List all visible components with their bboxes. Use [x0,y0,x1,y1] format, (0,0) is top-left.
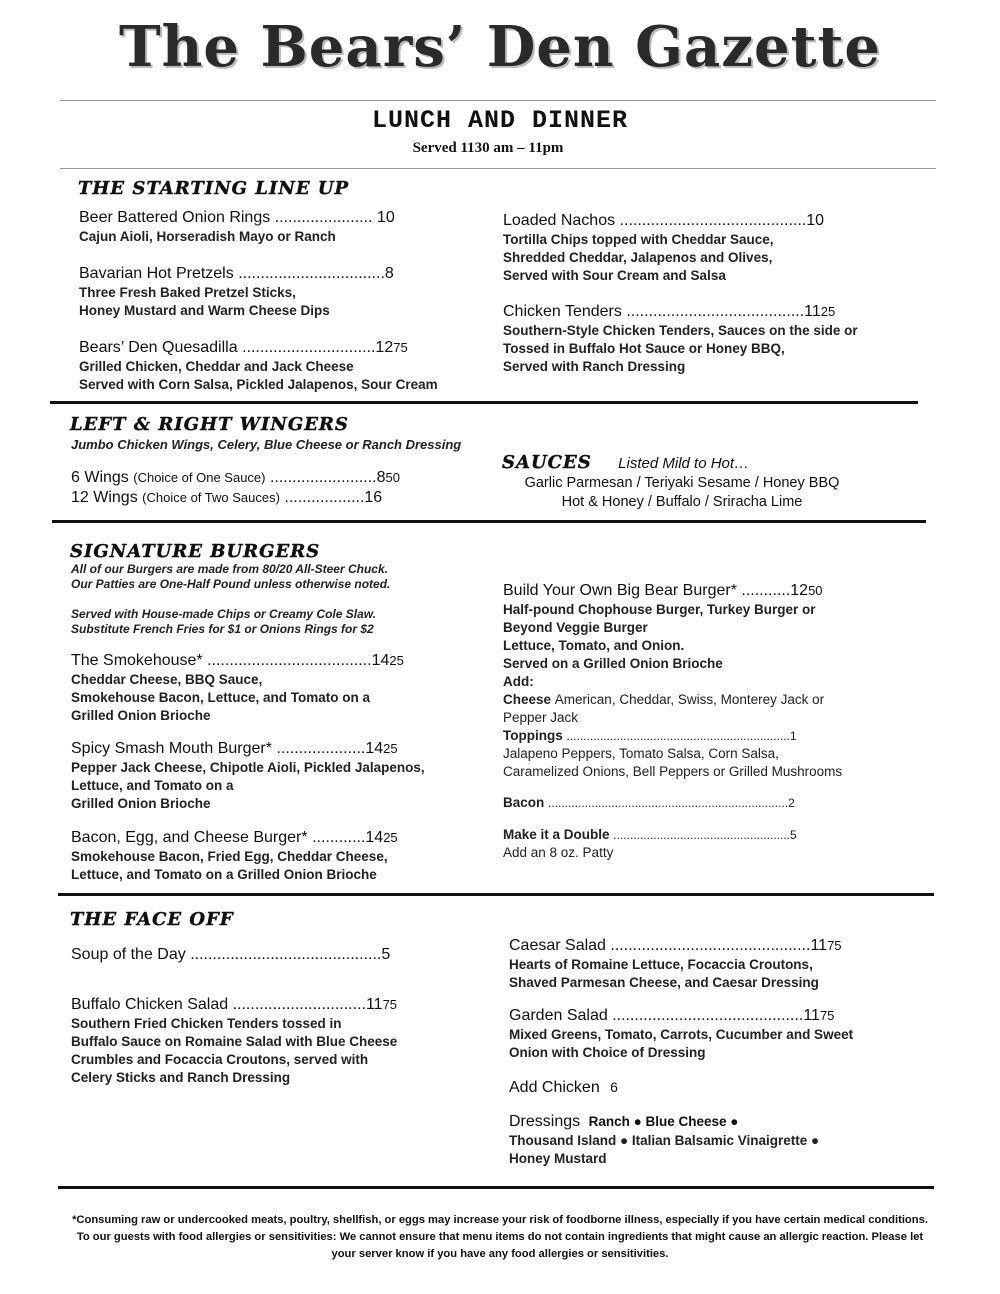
item-price-cents: 25 [383,830,398,845]
add-label: Add: [503,674,534,689]
page-heading: LUNCH AND DINNER [371,106,629,135]
item-desc: Shredded Cheddar, Jalapenos and Olives, [503,250,773,265]
cheese-options: American, Cheddar, Swiss, Monterey Jack or [554,692,825,707]
item-desc: Southern Fried Chicken Tenders tossed in [71,1016,342,1031]
allergy-disclaimer [40,1212,960,1263]
item-price: ........................8 [269,469,386,486]
menu-item-smokehouse [71,651,404,725]
item-price: ..................16 [284,489,383,506]
item-name: 12 Wings [71,489,138,506]
menu-item-dressings [509,1112,819,1168]
sauces-line: Garlic Parmesan / Teriyaki Sesame / Honey BBQ [524,475,840,491]
item-choice: (Choice of One Sauce) [133,470,266,485]
item-name: The Smokehouse* [71,652,203,669]
item-name: Build Your Own Big Bear Burger* [503,582,737,599]
burgers-note: All of our Burgers are made from 80/20 All-Steer Chuck. [71,562,388,576]
toppings-options: Caramelized Onions, Bell Peppers or Grilled Mushrooms [503,764,843,779]
item-desc: Celery Sticks and Ranch Dressing [71,1070,291,1085]
cheese-label: Cheese [503,692,552,707]
burgers-notes [71,562,390,637]
item-desc: Grilled Onion Brioche [71,796,211,811]
section-title-burgers: SIGNATURE BURGERS [70,541,321,562]
item-name: Spicy Smash Mouth Burger* [71,740,272,757]
toppings-price: ...................................................................1 [566,729,797,743]
item-desc: Buffalo Sauce on Romaine Salad with Blue Cheese [71,1034,398,1049]
bacon-label: Bacon [503,795,545,810]
item-desc: Southern-Style Chicken Tenders, Sauces on the side or [503,323,858,338]
item-desc: Smokehouse Bacon, Fried Egg, Cheddar Cheese, [71,849,388,864]
item-desc: Lettuce, and Tomato on a Grilled Onion Brioche [71,867,377,882]
menu-item-soup [71,945,390,965]
item-price: ...................... 10 [274,209,395,226]
item-name: Beer Battered Onion Rings [79,209,271,226]
menu-item-add-chicken [509,1077,618,1098]
menu-item-caesar [509,936,842,992]
toppings-options: Jalapeno Peppers, Tomato Salsa, Corn Salsa, [503,746,779,761]
item-price: .................................8 [238,265,394,282]
section-title-face-off: THE FACE OFF [70,909,234,930]
item-desc: Lettuce, Tomato, and Onion. [503,638,685,653]
item-price: .....................................14 [207,652,390,669]
item-price-cents: 50 [808,583,823,598]
section-divider [52,520,926,523]
item-name: Bacon, Egg, and Cheese Burger* [71,829,308,846]
item-name: 6 Wings [71,469,129,486]
item-name: Chicken Tenders [503,303,622,320]
item-price-cents: 75 [819,1008,835,1023]
dressing-options: Ranch ● Blue Cheese ● [588,1114,739,1129]
item-desc: Served with Corn Salsa, Pickled Jalapenos, Sour Cream [79,377,438,392]
section-divider [58,893,934,896]
item-price-cents: 75 [393,340,408,355]
sauces-list [500,474,864,512]
section-title-sauces: SAUCES [502,452,592,473]
menu-item-garden [509,1006,853,1062]
item-name: Bears’ Den Quesadilla [79,339,238,356]
item-desc: Served with Ranch Dressing [503,359,686,374]
byo-double [503,826,797,862]
wingers-note: Jumbo Chicken Wings, Celery, Blue Cheese or Ranch Dressing [71,437,462,452]
item-desc: Cheddar Cheese, BBQ Sauce, [71,672,263,687]
toppings-label: Toppings [503,728,563,743]
menu-item-smash [71,739,425,813]
served-hours: Served 1130 am – 11pm [412,140,564,156]
item-desc: Cajun Aioli, Horseradish Mayo or Ranch [79,229,336,244]
item-desc: Hearts of Romaine Lettuce, Focaccia Croutons, [509,957,813,972]
item-price: ..............................11 [232,996,383,1013]
item-desc: Tortilla Chips topped with Cheddar Sauce, [503,232,774,247]
item-price: ...........................................11 [612,1007,820,1024]
item-desc: Beyond Veggie Burger [503,620,648,635]
item-price: ..............................12 [242,339,394,356]
hours-divider [60,168,936,169]
item-name: Dressings [509,1113,581,1130]
item-desc: Smokehouse Bacon, Lettuce, and Tomato on a [71,690,371,705]
menu-item-onion-rings [79,208,395,246]
sauces-subtitle: Listed Mild to Hot… [618,455,750,472]
item-price: ..........................................10 [619,212,825,229]
item-price: ........................................11 [626,303,821,320]
menu-item-nachos [503,211,824,285]
bacon-price: ........................................................................2 [548,796,795,810]
item-choice: (Choice of Two Sauces) [142,490,280,505]
item-price-cents: 50 [385,470,400,485]
item-name: Bavarian Hot Pretzels [79,265,234,282]
item-price-cents: 75 [382,997,398,1012]
header-divider [60,100,936,101]
item-price: ...........................................5 [190,946,391,963]
item-price: ............14 [312,829,384,846]
byo-bacon [503,794,795,812]
menu-item-bec [71,828,398,884]
item-desc: Onion with Choice of Dressing [509,1045,706,1060]
item-name: Loaded Nachos [503,212,616,229]
item-desc: Mixed Greens, Tomato, Carrots, Cucumber and Sweet [509,1027,854,1042]
sauces-line: Hot & Honey / Buffalo / Sriracha Lime [561,494,803,510]
menu-item-tenders [503,302,858,376]
item-price-cents: 25 [389,653,404,668]
menu-item-buffalo-salad [71,995,397,1087]
menu-item-quesadilla [79,338,438,394]
item-desc: Half-pound Chophouse Burger, Turkey Burger or [503,602,816,617]
section-divider [58,1186,934,1189]
burgers-note: Our Patties are One-Half Pound unless otherwise noted. [71,577,391,591]
item-name: Buffalo Chicken Salad [71,996,229,1013]
item-desc: Honey Mustard and Warm Cheese Dips [79,303,330,318]
item-price: ...........12 [741,582,809,599]
menu-item-byo-burger [503,581,842,781]
menu-item-12-wings [71,488,382,508]
item-desc: Crumbles and Focaccia Croutons, served with [71,1052,369,1067]
section-title-starting: THE STARTING LINE UP [78,178,350,199]
item-name: Caesar Salad [509,937,606,954]
section-title-wingers: LEFT & RIGHT WINGERS [70,414,349,435]
item-price-cents: 75 [827,938,842,953]
menu-item-6-wings [71,468,400,488]
section-divider [50,401,918,404]
item-desc: Pepper Jack Cheese, Chipotle Aioli, Pickled Jalapenos, [71,760,425,775]
cheese-options-2: Pepper Jack [503,710,579,725]
burgers-note: Substitute French Fries for $1 or Onions Rings for $2 [71,622,374,636]
item-desc: Grilled Onion Brioche [71,708,211,723]
item-price: .............................................11 [610,937,828,954]
double-label: Make it a Double [503,827,610,842]
item-desc: Three Fresh Baked Pretzel Sticks, [79,285,296,300]
item-desc: Tossed in Buffalo Hot Sauce or Honey BBQ, [503,341,785,356]
item-price: 6 [610,1079,618,1095]
item-desc: Served with Sour Cream and Salsa [503,268,726,283]
item-desc: Lettuce, and Tomato on a [71,778,234,793]
sauces-heading [502,452,749,473]
gazette-title: The Bears’ Den Gazette [118,14,882,80]
double-price: .....................................................5 [613,828,797,842]
item-name: Garden Salad [509,1007,608,1024]
item-name: Soup of the Day [71,946,186,963]
dressing-options: Honey Mustard [509,1151,607,1166]
disclaimer-line: To our guests with food allergies or sensitivities: We cannot ensure that menu items do not contain ingredients that might cause an allergic reaction. Please let [76,1231,924,1243]
item-desc: Grilled Chicken, Cheddar and Jack Cheese [79,359,354,374]
item-name: Add Chicken [509,1079,600,1096]
burgers-note: Served with House-made Chips or Creamy Cole Slaw. [71,607,376,621]
double-desc: Add an 8 oz. Patty [503,845,614,860]
menu-item-pretzels [79,264,394,320]
item-price: ....................14 [276,740,384,757]
item-price-cents: 25 [383,741,398,756]
item-desc: Served on a Grilled Onion Brioche [503,656,723,671]
item-price-cents: 25 [820,304,836,319]
disclaimer-line: *Consuming raw or undercooked meats, poultry, shellfish, or eggs may increase your risk of foodborne illness, especially if you have certain medical conditions. [72,1214,928,1226]
dressing-options: Thousand Island ● Italian Balsamic Vinaigrette ● [509,1133,820,1148]
disclaimer-line: your server know if you have any food allergies or sensitivities. [331,1248,669,1260]
item-desc: Shaved Parmesan Cheese, and Caesar Dressing [509,975,819,990]
